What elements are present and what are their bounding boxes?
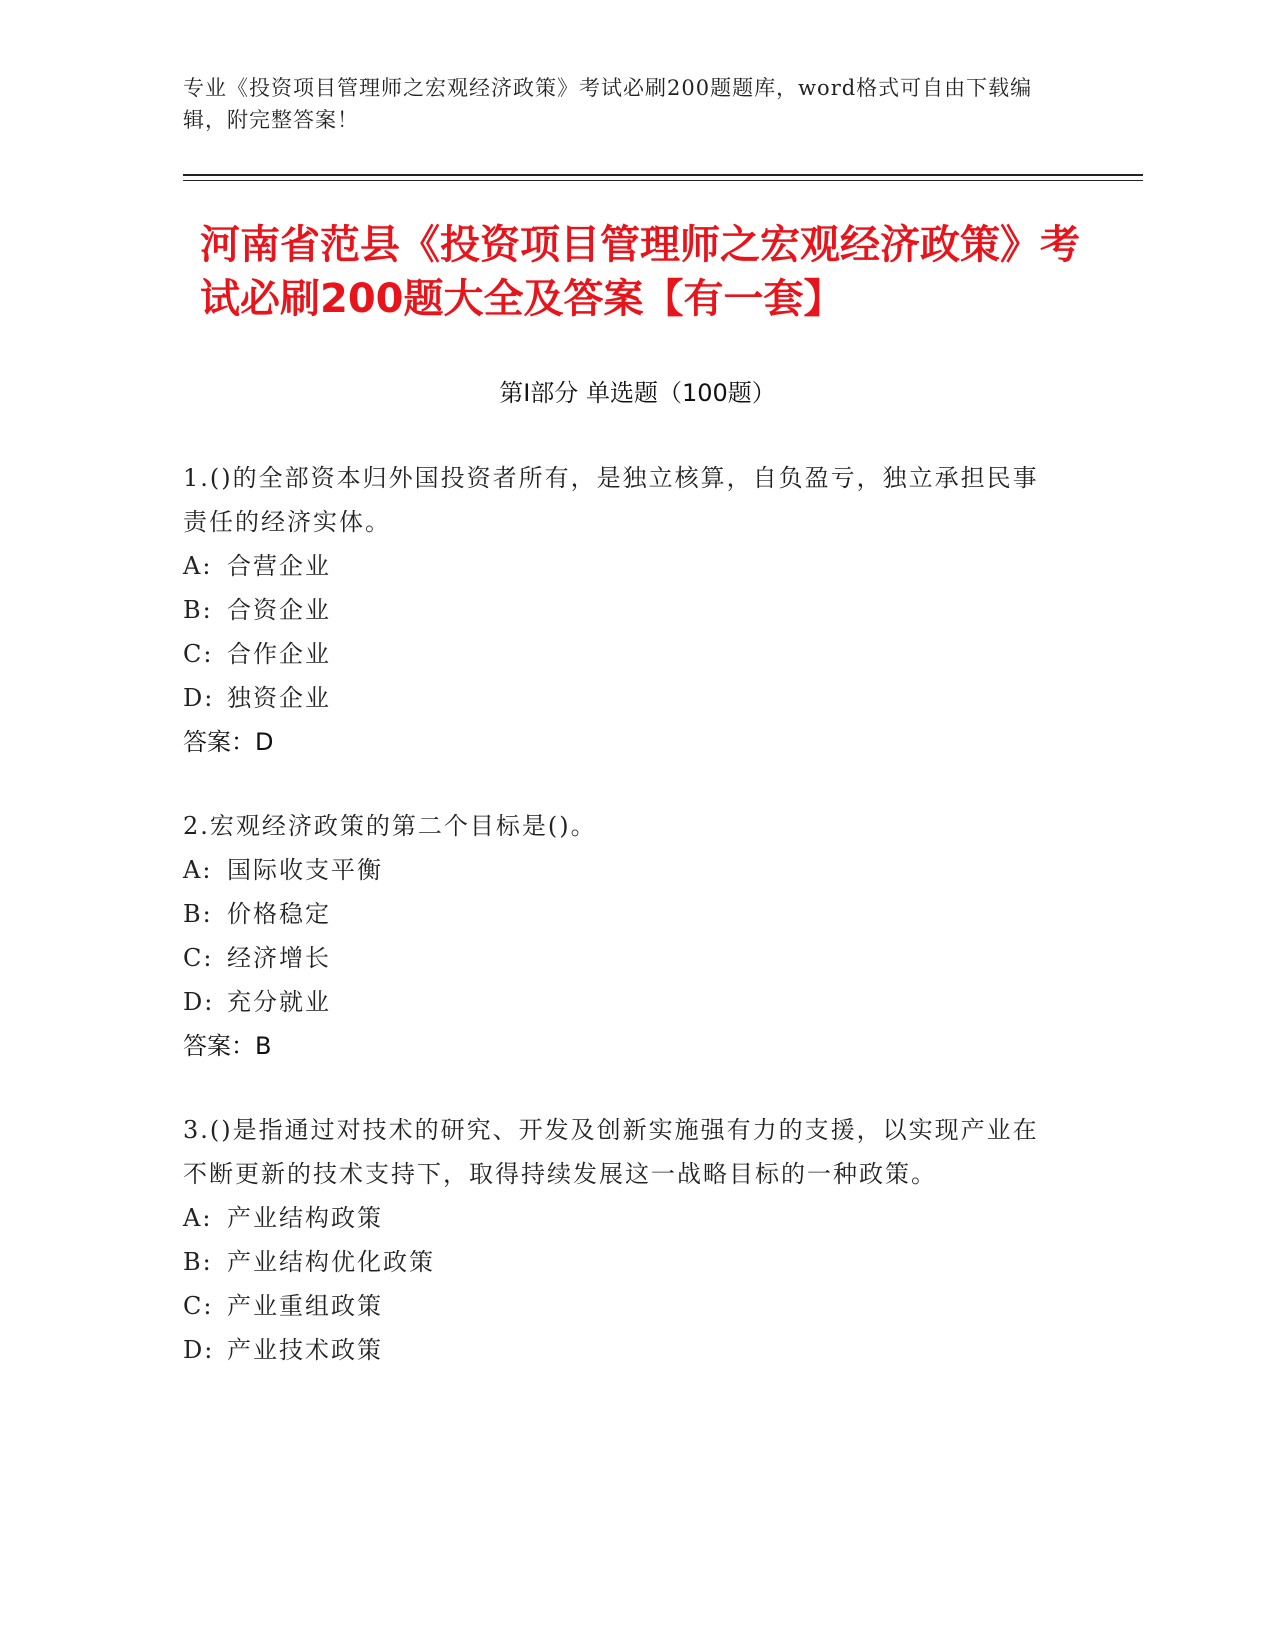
question-list: [183, 456, 1043, 1412]
option-text: 独资企业: [227, 684, 331, 712]
option-a: [183, 848, 1043, 892]
question-stem: 1.()的全部资本归外国投资者所有，是独立核算，自负盈亏，独立承担民事责任的经济实体。: [183, 464, 1039, 536]
option-b: [183, 1240, 1043, 1284]
answer: 答案：B: [183, 1032, 272, 1060]
answer: 答案：D: [183, 728, 274, 756]
question-1: [183, 456, 1043, 764]
option-text: 国际收支平衡: [227, 856, 383, 884]
option-text: 产业重组政策: [227, 1292, 383, 1320]
question-3: [183, 1108, 1043, 1372]
option-d: [183, 676, 1043, 720]
question-stem: 3.()是指通过对技术的研究、开发及创新实施强有力的支援，以实现产业在不断更新的技术支持下，取得持续发展这一战略目标的一种政策。: [183, 1116, 1039, 1188]
option-b: [183, 588, 1043, 632]
option-letter: D:: [183, 1336, 215, 1364]
header-divider-thin: [183, 180, 1143, 181]
option-a: [183, 1196, 1043, 1240]
option-text: 充分就业: [227, 988, 331, 1016]
option-text: 产业结构政策: [227, 1204, 383, 1232]
option-letter: B:: [183, 900, 213, 928]
question-2: [183, 804, 1043, 1068]
option-text: 产业技术政策: [227, 1336, 383, 1364]
option-b: [183, 892, 1043, 936]
section-title: 第I部分 单选题（100题）: [499, 379, 776, 407]
option-letter: B:: [183, 596, 213, 624]
option-text: 价格稳定: [227, 900, 331, 928]
option-letter: C:: [183, 640, 214, 668]
option-letter: B:: [183, 1248, 213, 1276]
option-d: [183, 1328, 1043, 1372]
option-text: 经济增长: [227, 944, 331, 972]
option-text: 合资企业: [227, 596, 331, 624]
option-a: [183, 544, 1043, 588]
option-c: [183, 632, 1043, 676]
option-text: 合作企业: [227, 640, 331, 668]
option-letter: D:: [183, 988, 215, 1016]
document-title: 河南省范县《投资项目管理师之宏观经济政策》考试必刷200题大全及答案【有一套】: [200, 222, 1080, 322]
option-c: [183, 936, 1043, 980]
header-divider-thick: [183, 174, 1143, 176]
option-text: 合营企业: [227, 552, 331, 580]
option-text: 产业结构优化政策: [227, 1248, 435, 1276]
option-letter: A:: [183, 1204, 213, 1232]
option-letter: D:: [183, 684, 215, 712]
option-letter: A:: [183, 552, 213, 580]
header-note: 专业《投资项目管理师之宏观经济政策》考试必刷200题题库，word格式可自由下载编辑，附完整答案！: [183, 76, 1033, 132]
option-letter: A:: [183, 856, 213, 884]
option-d: [183, 980, 1043, 1024]
option-c: [183, 1284, 1043, 1328]
option-letter: C:: [183, 944, 214, 972]
question-stem: 2.宏观经济政策的第二个目标是()。: [183, 812, 597, 840]
option-letter: C:: [183, 1292, 214, 1320]
